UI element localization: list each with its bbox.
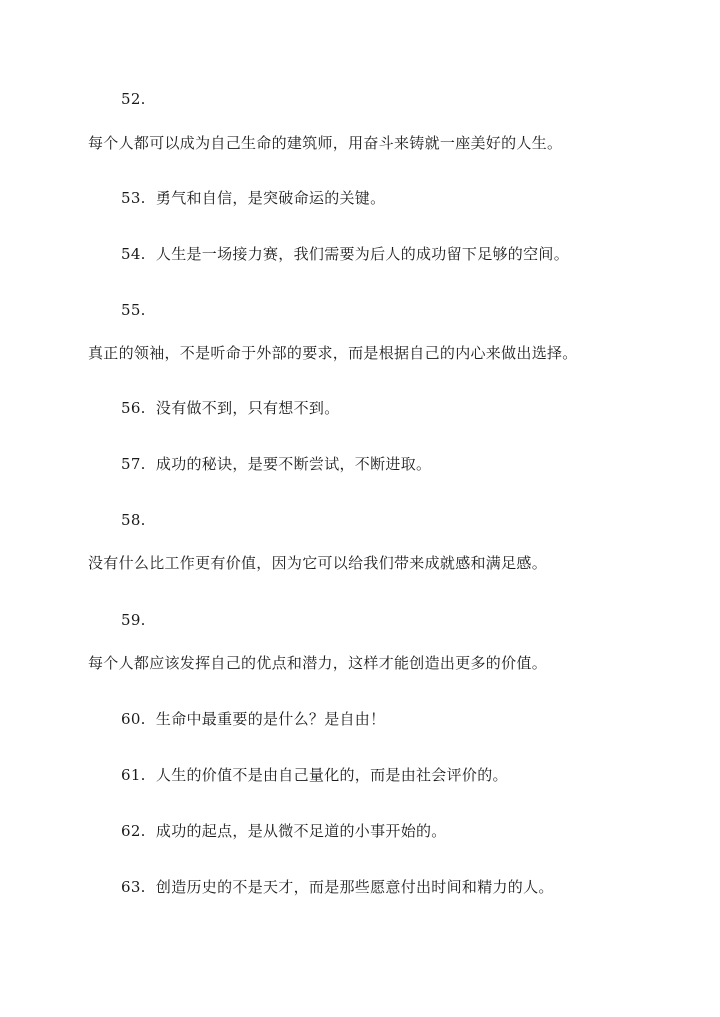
item-54-number: 54. [121, 245, 146, 263]
item-55-number: 55. [121, 301, 146, 319]
item-53 [121, 188, 385, 208]
item-60-number: 60. [121, 710, 146, 728]
item-60-text: 生命中最重要的是什么？是自由！ [155, 710, 386, 728]
item-61 [121, 765, 508, 785]
item-63-text: 创造历史的不是天才，而是那些愿意付出时间和精力的人。 [155, 878, 554, 896]
item-62-number: 62. [121, 822, 146, 840]
item-52-number: 52. [121, 90, 146, 108]
item-53-number: 53. [121, 189, 146, 207]
item-59-number: 59. [121, 611, 146, 629]
item-54 [121, 244, 569, 264]
item-57 [121, 454, 431, 474]
item-53-text: 勇气和自信，是突破命运的关键。 [155, 189, 386, 207]
item-56-text: 没有做不到，只有想不到。 [155, 399, 340, 417]
item-61-number: 61. [121, 766, 146, 784]
item-52-text: 每个人都可以成为自己生命的建筑师，用奋斗来铸就一座美好的人生。 [88, 134, 563, 152]
item-62 [121, 821, 447, 841]
item-63-number: 63. [121, 878, 146, 896]
item-56-number: 56. [121, 399, 146, 417]
item-62-text: 成功的起点，是从微不足道的小事开始的。 [155, 822, 447, 840]
item-59-text: 每个人都应该发挥自己的优点和潜力，这样才能创造出更多的价值。 [88, 654, 548, 672]
item-54-text: 人生是一场接力赛，我们需要为后人的成功留下足够的空间。 [155, 245, 570, 263]
item-60 [121, 709, 385, 729]
item-58-number: 58. [121, 511, 146, 529]
item-58-text: 没有什么比工作更有价值，因为它可以给我们带来成就感和满足感。 [88, 554, 548, 572]
item-55-text: 真正的领袖，不是听命于外部的要求，而是根据自己的内心来做出选择。 [88, 344, 578, 362]
item-57-text: 成功的秘诀，是要不断尝试，不断进取。 [155, 455, 432, 473]
item-56 [121, 398, 340, 418]
item-63 [121, 877, 554, 897]
item-61-text: 人生的价值不是由自己量化的，而是由社会评价的。 [155, 766, 508, 784]
item-57-number: 57. [121, 455, 146, 473]
